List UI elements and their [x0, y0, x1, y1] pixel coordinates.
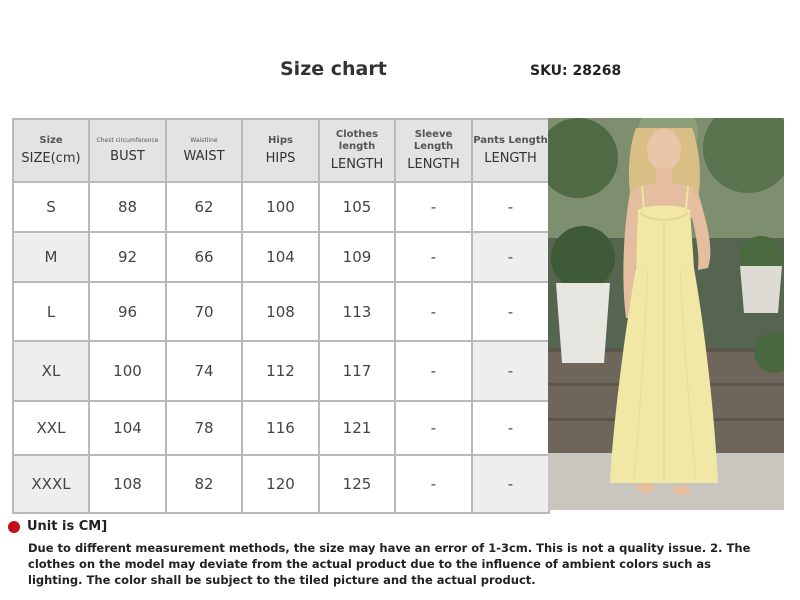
header-pants-length: Pants Length LENGTH: [472, 119, 549, 182]
table-header-row: [13, 119, 549, 182]
sleeve-cell: -: [395, 401, 472, 455]
bust-cell: 92: [89, 232, 166, 282]
page-title: Size chart: [280, 58, 387, 80]
waist-cell: 66: [166, 232, 242, 282]
size-cell: M: [13, 232, 89, 282]
pants-cell: -: [472, 282, 549, 341]
hips-cell: 104: [242, 232, 319, 282]
table-row: [13, 282, 549, 341]
header-sleeve-length: Sleeve Length LENGTH: [395, 119, 472, 182]
header-waist: Waistline WAIST: [166, 119, 242, 182]
sleeve-cell: -: [395, 455, 472, 513]
size-table: [12, 118, 550, 514]
table-row: [13, 232, 549, 282]
size-cell: S: [13, 182, 89, 232]
hips-cell: 120: [242, 455, 319, 513]
bust-cell: 100: [89, 341, 166, 401]
size-cell: L: [13, 282, 89, 341]
size-cell: XL: [13, 341, 89, 401]
bust-cell: 104: [89, 401, 166, 455]
waist-cell: 62: [166, 182, 242, 232]
sleeve-cell: -: [395, 232, 472, 282]
measurement-note: Due to different measurement methods, the size may have an error of 1-3cm. This is not a quality issue. 2. The clothes on the model may deviate from the actual product due to the influence of ambient colors such as lighting. The color shall be subject to the tiled picture and the actual product.: [28, 541, 751, 587]
model-photo-illustration: [548, 118, 784, 510]
pants-cell: -: [472, 455, 549, 513]
pants-cell: -: [472, 341, 549, 401]
length-cell: 121: [319, 401, 395, 455]
header-bust: Chest circumference BUST: [89, 119, 166, 182]
waist-cell: 82: [166, 455, 242, 513]
size-cell: XXXL: [13, 455, 89, 513]
pants-cell: -: [472, 182, 549, 232]
length-cell: 117: [319, 341, 395, 401]
bust-cell: 108: [89, 455, 166, 513]
table-row: [13, 455, 549, 513]
sleeve-cell: -: [395, 282, 472, 341]
size-cell: XXL: [13, 401, 89, 455]
bust-cell: 96: [89, 282, 166, 341]
model-photo: [548, 118, 784, 510]
hips-cell: 112: [242, 341, 319, 401]
length-cell: 105: [319, 182, 395, 232]
unit-note-text: Unit is CM]: [27, 519, 108, 534]
sleeve-cell: -: [395, 341, 472, 401]
waist-cell: 78: [166, 401, 242, 455]
unit-note-heading: [8, 519, 107, 534]
red-dot-icon: [8, 521, 20, 533]
hips-cell: 116: [242, 401, 319, 455]
length-cell: 113: [319, 282, 395, 341]
header-size: Size SIZE(cm): [13, 119, 89, 182]
table-row: [13, 401, 549, 455]
header-hips: Hips HIPS: [242, 119, 319, 182]
waist-cell: 70: [166, 282, 242, 341]
length-cell: 109: [319, 232, 395, 282]
waist-cell: 74: [166, 341, 242, 401]
bust-cell: 88: [89, 182, 166, 232]
pants-cell: -: [472, 401, 549, 455]
sleeve-cell: -: [395, 182, 472, 232]
table-row: [13, 182, 549, 232]
hips-cell: 100: [242, 182, 319, 232]
table-row: [13, 341, 549, 401]
pants-cell: -: [472, 232, 549, 282]
length-cell: 125: [319, 455, 395, 513]
sku-label: SKU: 28268: [530, 63, 622, 79]
header-clothes-length: Clothes length LENGTH: [319, 119, 395, 182]
hips-cell: 108: [242, 282, 319, 341]
